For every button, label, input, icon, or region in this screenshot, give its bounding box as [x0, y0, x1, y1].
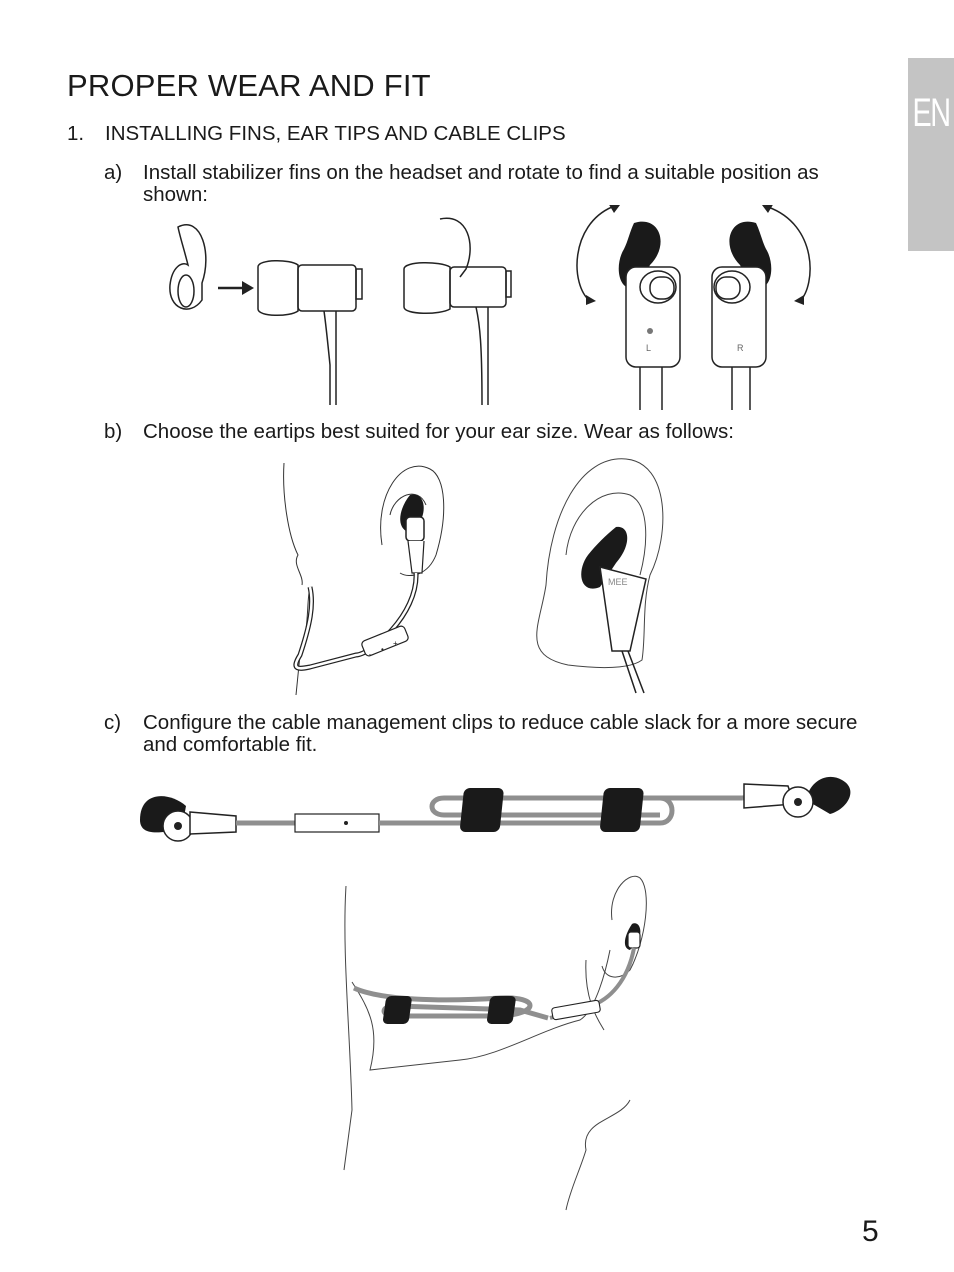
- clip-wearing-illustration: [340, 870, 680, 1215]
- remote-minus-label: –: [369, 650, 374, 659]
- language-tab-label: EN: [912, 90, 950, 135]
- step-letter: b): [104, 420, 123, 443]
- page-title: PROPER WEAR AND FIT: [67, 68, 431, 103]
- brand-mark: MEE: [608, 577, 628, 587]
- remote-plus-label: +: [393, 639, 398, 648]
- fin-installation-illustration: [150, 205, 830, 415]
- section-heading-text: INSTALLING FINS, EAR TIPS AND CABLE CLIPS: [105, 122, 566, 145]
- remote-center-label: •: [381, 645, 384, 654]
- step-text: Choose the eartips best suited for your ear size. Wear as follows:: [143, 420, 734, 443]
- wearing-illustration: [270, 455, 690, 700]
- step-letter: a): [104, 161, 123, 184]
- page-number: 5: [862, 1215, 879, 1248]
- step-text: Configure the cable management clips to reduce cable slack for a more secure and comfortable fit.: [143, 711, 858, 756]
- cable-clip-illustration: [130, 770, 860, 855]
- step-text: Install stabilizer fins on the headset and rotate to find a suitable position as shown:: [143, 161, 819, 206]
- right-earbud-label: R: [737, 343, 744, 353]
- step-letter: c): [104, 711, 122, 734]
- section-number: 1.: [67, 122, 85, 145]
- section-heading: [67, 122, 566, 146]
- left-earbud-label: L: [646, 343, 652, 353]
- language-tab: [908, 58, 954, 251]
